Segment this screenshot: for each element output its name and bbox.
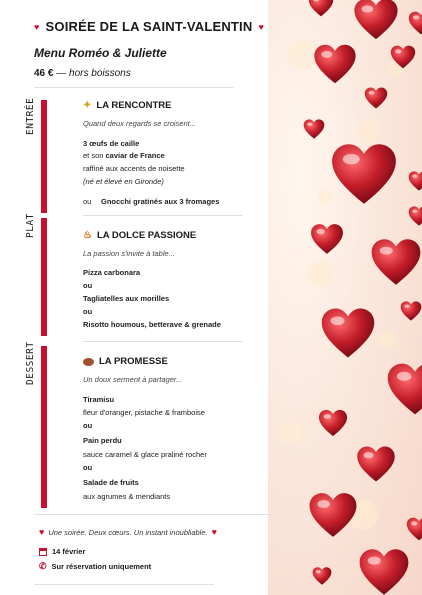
heart-icon — [330, 140, 398, 208]
course-subtitle: Quand deux regards se croisent... — [83, 119, 196, 128]
heart-icon — [386, 360, 422, 418]
dish-desc: aux agrumes & mendiants — [83, 492, 171, 501]
heart-icon: ♥ — [39, 527, 45, 537]
heart-icon — [358, 546, 410, 595]
dish-desc: sauce caramel & glace praliné rocher — [83, 450, 207, 459]
divider — [34, 87, 234, 88]
dish-line: Risotto houmous, betterave & grenade — [83, 320, 221, 329]
sparkles-icon: ✦ — [83, 100, 92, 111]
heart-icon — [312, 566, 332, 586]
hearts-decoration — [268, 0, 422, 595]
bokeh-dot — [278, 420, 302, 444]
heart-icon: ♥ — [258, 21, 265, 32]
event-date — [39, 547, 85, 556]
dish-line: Gnocchi gratinés aux 3 fromages — [101, 197, 220, 206]
or-word: ou — [83, 307, 93, 316]
heart-icon — [370, 236, 422, 288]
heart-icon — [353, 0, 399, 42]
dish-line: Pizza carbonara — [83, 268, 141, 277]
dish-desc: fleur d'oranger, pistache & framboise — [83, 408, 205, 417]
dish-highlight: caviar de France — [105, 151, 165, 160]
heart-icon: ♥ — [211, 527, 217, 537]
dish-line: 3 œufs de caille — [83, 139, 140, 148]
calendar-icon — [39, 548, 47, 556]
section-label-entree: ENTRÉE — [25, 97, 36, 135]
heart-icon — [310, 222, 344, 256]
dish-text: et son — [83, 151, 106, 160]
divider — [34, 514, 274, 515]
dish-line: (né et élevé en Gironde) — [83, 177, 164, 186]
rugby-ball-icon — [83, 358, 94, 366]
dish-line: Salade de fruits — [83, 478, 139, 487]
heart-icon — [406, 516, 422, 542]
section-bar — [41, 346, 47, 508]
course-title-entree — [83, 100, 172, 111]
heart-icon — [400, 300, 422, 322]
or-word: ou — [83, 463, 93, 472]
divider — [83, 215, 243, 216]
bokeh-dot — [308, 260, 334, 286]
dish-line — [83, 151, 165, 160]
divider — [34, 584, 214, 585]
or-word: ou — [83, 197, 92, 206]
section-label-plat: PLAT — [25, 213, 36, 238]
reservation-text: Sur réservation uniquement — [51, 562, 152, 571]
price — [34, 68, 131, 79]
course-title-text: LA DOLCE PASSIONE — [96, 230, 197, 241]
course-title-text: LA PROMESSE — [99, 356, 168, 367]
section-bar — [41, 100, 47, 213]
title-text: SOIRÉE DE LA SAINT-VALENTIN — [45, 19, 253, 34]
dish-line: Pain perdu — [83, 436, 122, 445]
phone-icon: ✆ — [39, 561, 47, 571]
dish-line: Tagliatelles aux morilles — [83, 294, 170, 303]
course-title-dessert — [83, 356, 168, 367]
tagline — [39, 527, 217, 537]
tagline-text: Une soirée. Deux cœurs. Un instant inoubliable. — [48, 527, 208, 537]
divider — [83, 341, 243, 342]
heart-icon — [313, 42, 357, 86]
heart-icon: ♥ — [34, 21, 40, 32]
heart-icon — [308, 490, 358, 540]
course-title-plat — [83, 230, 196, 241]
dish-line: Tiramisu — [83, 395, 115, 404]
heart-icon — [408, 205, 422, 227]
section-label-dessert: DESSERT — [25, 341, 36, 385]
heart-icon — [318, 408, 348, 438]
price-value: 46 € — [34, 68, 54, 79]
dish-line: raffiné aux accents de noisette — [83, 164, 185, 173]
bokeh-dot — [358, 120, 380, 142]
reservation-note — [39, 561, 151, 572]
flame-icon: ♨ — [83, 230, 92, 241]
section-bar — [41, 218, 47, 336]
heart-icon — [308, 0, 334, 18]
date-text: 14 février — [52, 547, 86, 556]
course-subtitle: La passion s'invite à table... — [83, 249, 175, 258]
heart-icon — [356, 444, 396, 484]
heart-icon — [303, 118, 325, 140]
price-note: — hors boissons — [53, 68, 131, 79]
or-word: ou — [83, 421, 93, 430]
heart-icon — [390, 44, 416, 70]
heart-icon — [408, 10, 422, 36]
heart-icon — [408, 170, 422, 192]
heart-icon — [364, 86, 388, 110]
or-word: ou — [83, 281, 93, 290]
page-title — [34, 19, 264, 34]
course-subtitle: Un doux serment à partager... — [83, 375, 183, 384]
menu-name: Menu Roméo & Juliette — [34, 46, 167, 60]
heart-icon — [320, 305, 376, 361]
bokeh-dot — [378, 330, 396, 348]
course-title-text: LA RENCONTRE — [96, 100, 172, 111]
